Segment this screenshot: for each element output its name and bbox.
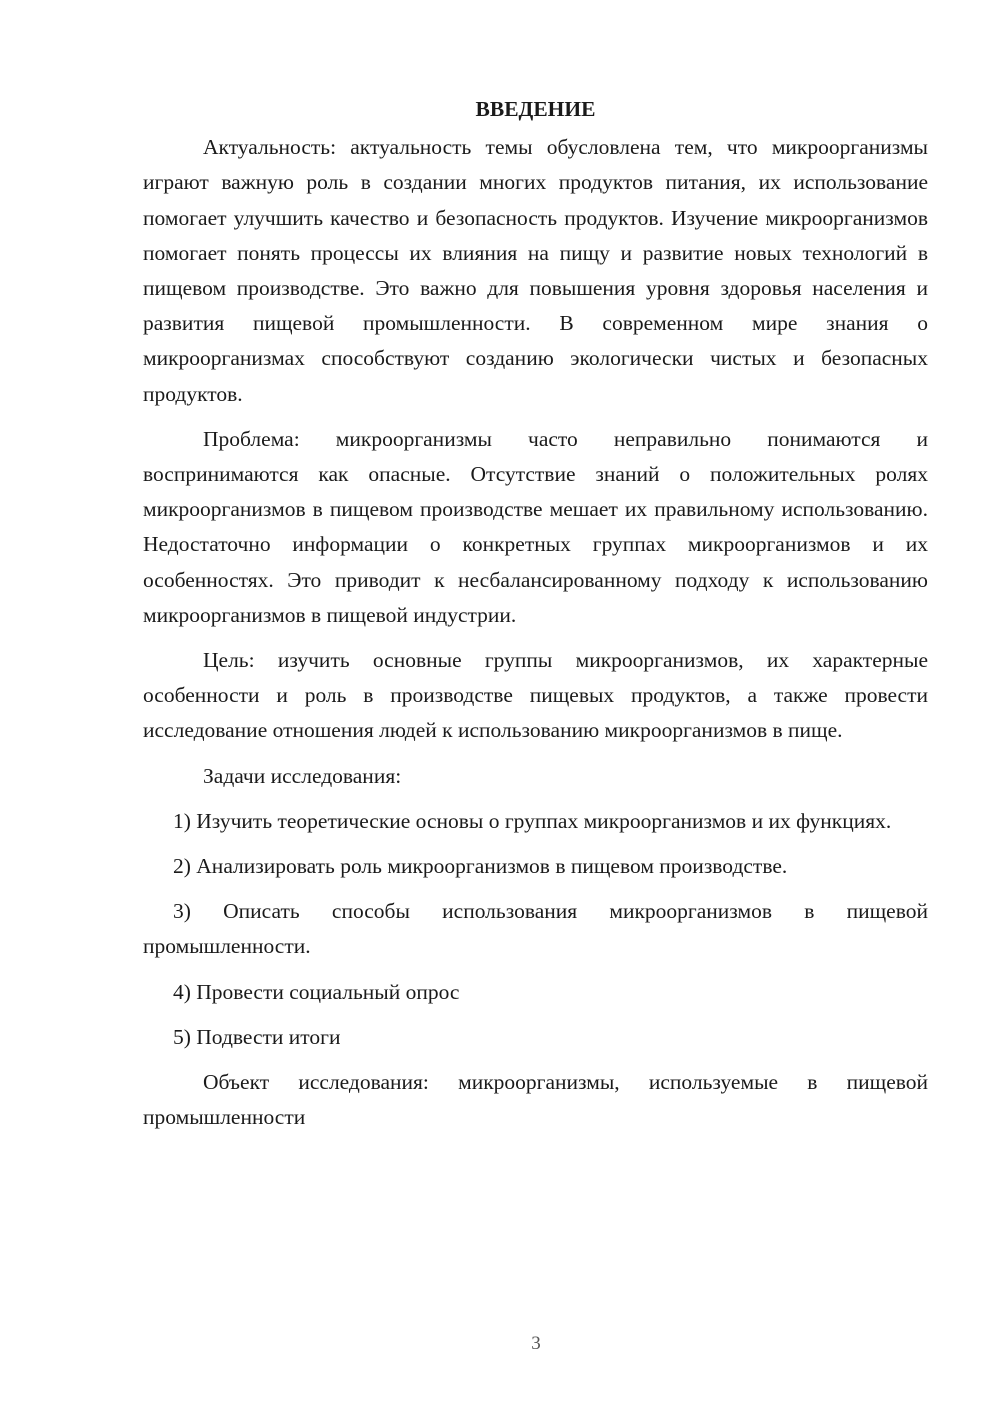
page-number: 3 [531,1333,541,1354]
page-title: ВВЕДЕНИЕ [475,97,596,121]
goal-paragraph: Цель: изучить основные группы микроорганизмов, их характерные особенности и роль в производстве пищевых продуктов, а также провести исследование отношения людей к использованию микроорганизмов в пище. [143,648,928,743]
task-item-4: 4) Провести социальный опрос [173,979,460,1004]
task-item-1: 1) Изучить теоретические основы о группах микроорганизмов и их функциях. [173,808,892,833]
task-item-3: 3) Описать способы использования микроорганизмов в пищевой промышленности. [143,899,928,959]
tasks-heading: Задачи исследования: [203,763,402,788]
task-item-5: 5) Подвести итоги [173,1024,341,1049]
object-paragraph: Объект исследования: микроорганизмы, используемые в пищевой промышленности [143,1070,928,1130]
page-content [143,92,928,1135]
task-item-2: 2) Анализировать роль микроорганизмов в пищевом производстве. [173,854,788,879]
problem-paragraph: Проблема: микроорганизмы часто неправильно понимаются и воспринимаются как опасные. Отсутствие знаний о положительных ролях микроорганизмов в пищевом производстве мешает их правильному использованию. Недостаточно информации о конкретных группах микроорганизмов и их особенностях. Это приводит к несбалансированному подходу к использованию микроорганизмов в пищевой индустрии. [143,426,928,627]
relevance-paragraph: Актуальность: актуальность темы обусловлена тем, что микроорганизмы играют важную роль в создании многих продуктов питания, их использование помогает улучшить качество и безопасность продуктов. Изучение микроорганизмов помогает понять процессы их влияния на пищу и развитие новых технологий в пищевом производстве. Это важно для повышения уровня здоровья населения и развития пищевой промышленности. В современном мире знания о микроорганизмах способствуют созданию экологически чистых и безопасных продуктов. [143,135,928,406]
